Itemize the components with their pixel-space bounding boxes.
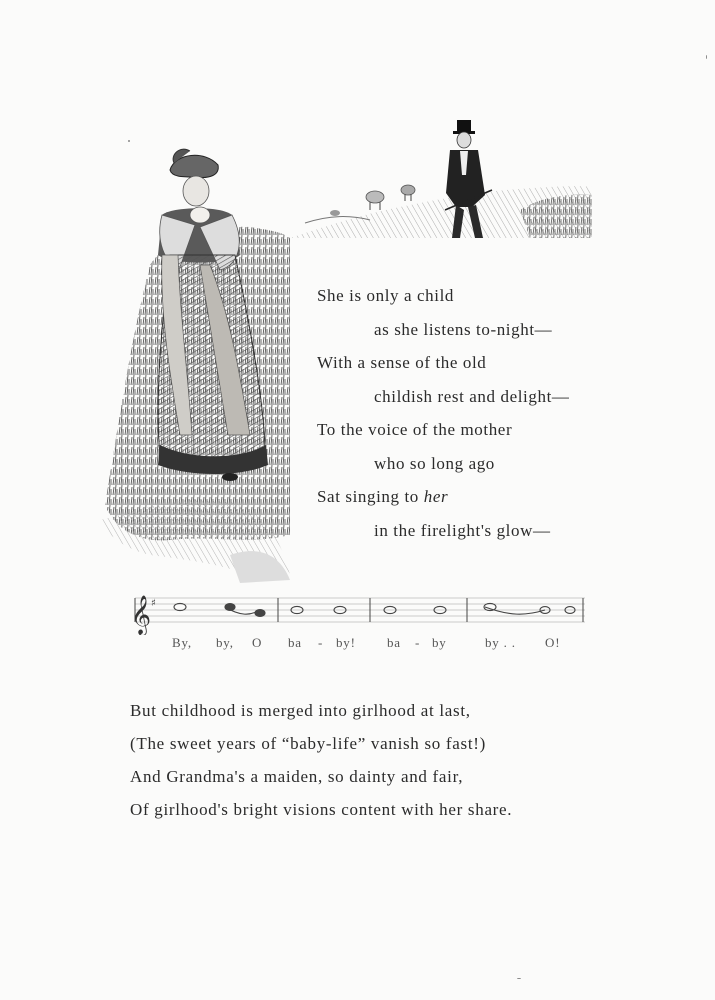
treble-clef-icon: 𝄞 (131, 595, 152, 635)
verse-line-4: childish rest and delight— (374, 387, 570, 406)
lyric-word-9: by (432, 635, 447, 650)
stanza-line-2: (The sweet years of “baby-life” vanish so fast!) (130, 734, 486, 753)
sharp-icon: ♯ (151, 598, 156, 609)
verse-line-8: in the firelight's glow— (374, 521, 551, 540)
paper-speck (128, 140, 130, 142)
verse-line-6: who so long ago (374, 454, 495, 473)
music-staff (125, 590, 595, 660)
lyric-word-2: by, (216, 635, 234, 650)
lyric-word-10: by . . (485, 635, 516, 650)
verse-line-7-emphasis: her (423, 487, 449, 506)
stanza-line-4: Of girlhood's bright visions content with her share. (130, 800, 513, 819)
lyric-word-6: by! (336, 635, 356, 650)
stanza-line-1: But childhood is merged into girlhood at last, (130, 701, 471, 720)
verse-line-5: To the voice of the mother (317, 420, 513, 439)
verse-line-7 (317, 487, 448, 507)
verse-line-1: She is only a child (317, 286, 454, 305)
stanza-line-3: And Grandma's a maiden, so dainty and fair, (130, 767, 464, 786)
verse-line-3: With a sense of the old (317, 353, 487, 372)
lyric-word-8: - (415, 635, 421, 650)
paper-speck (706, 55, 707, 59)
lyric-word-1: By, (172, 635, 192, 650)
lyric-word-5: - (318, 635, 324, 650)
verse-line-2: as she listens to-night— (374, 320, 553, 339)
lyric-word-7: ba (387, 635, 401, 650)
music-notation (125, 590, 595, 635)
lyric-word-3: O (252, 635, 263, 650)
staff-lines (135, 598, 585, 622)
lyric-word-4: ba (288, 635, 302, 650)
paper-speck (517, 978, 521, 979)
engraving-illustration (100, 115, 600, 585)
verse-line-7-text: Sat singing to (317, 487, 424, 506)
lyric-word-11: O! (545, 635, 561, 650)
